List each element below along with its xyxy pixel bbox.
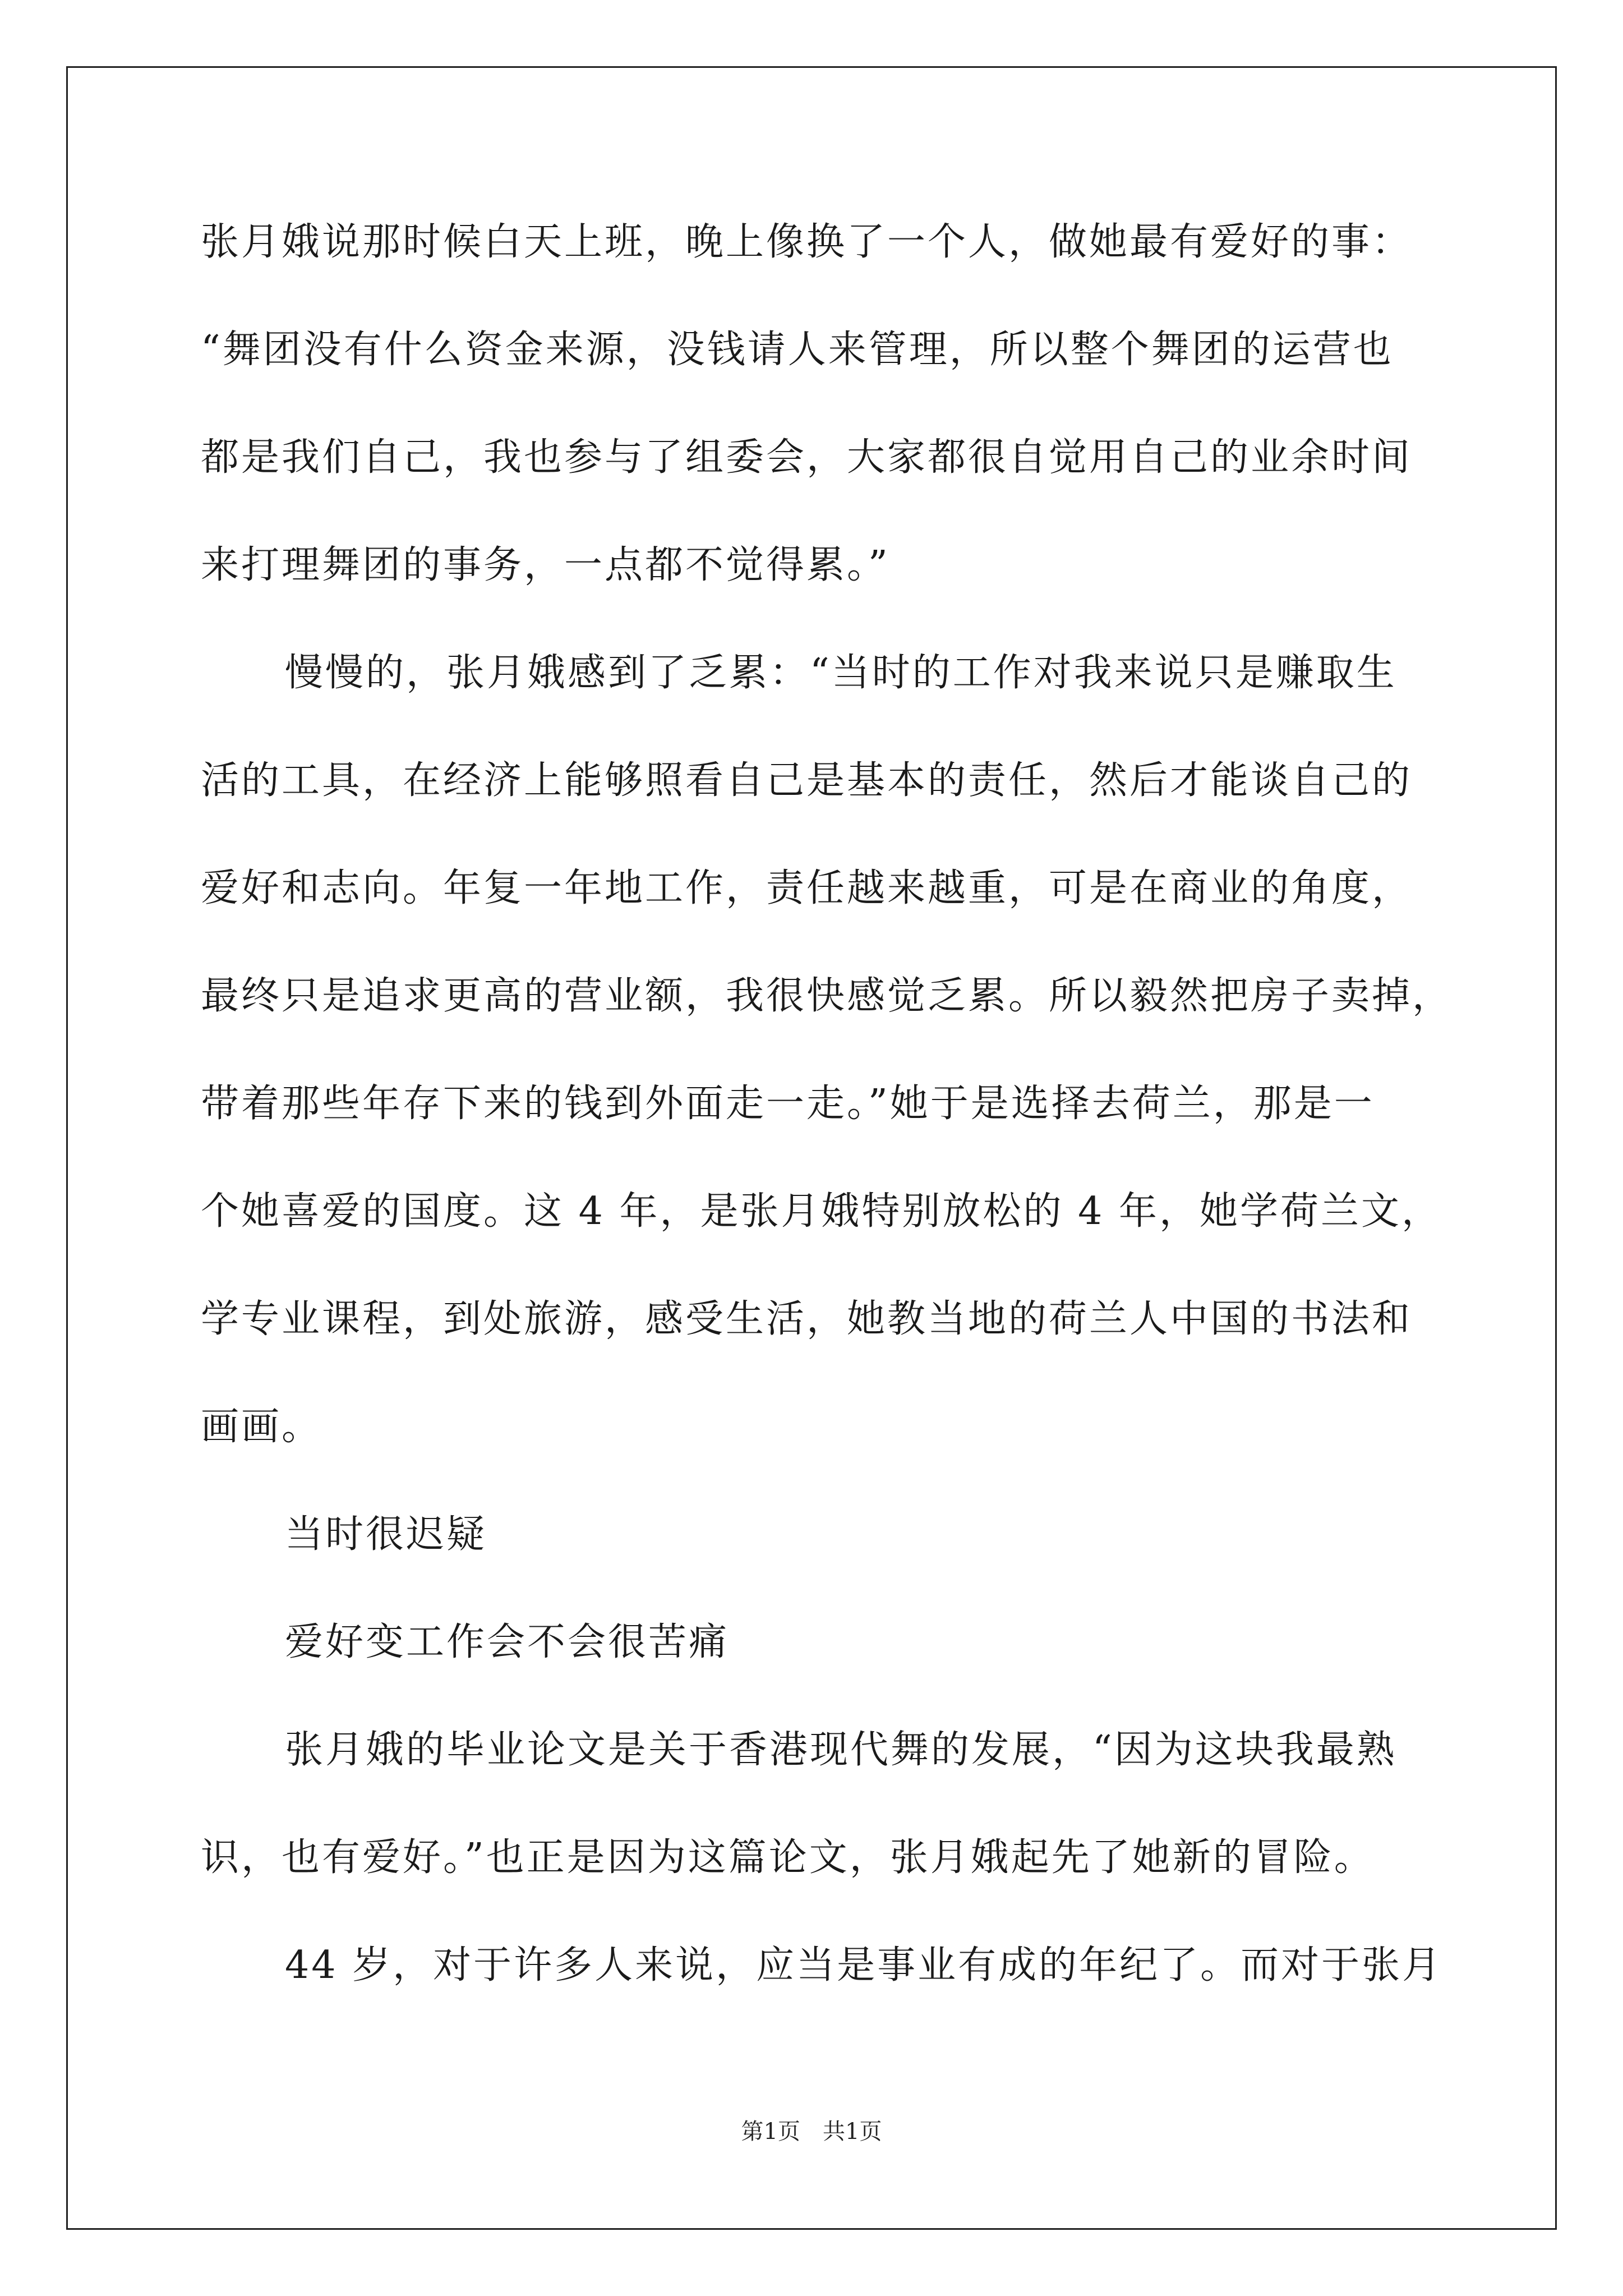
text-line: 都是我们自己，我也参与了组委会，大家都很自觉用自己的业余时间 bbox=[201, 435, 1413, 480]
section-subheading: 爱好变工作会不会很苦痛 bbox=[285, 1620, 730, 1664]
text-line: 44 岁，对于许多人来说，应当是事业有成的年纪了。而对于张月 bbox=[285, 1943, 1443, 1987]
page-footer bbox=[0, 2116, 1623, 2147]
text-line: “舞团没有什么资金来源，没钱请人来管理，所以整个舞团的运营也 bbox=[201, 328, 1394, 372]
text-line: 最终只是追求更高的营业额，我很快感觉乏累。所以毅然把房子卖掉， bbox=[201, 974, 1453, 1018]
text-line: 学专业课程，到处旅游，感受生活，她教当地的荷兰人中国的书法和 bbox=[201, 1297, 1413, 1341]
text-line: 爱好和志向。年复一年地工作，责任越来越重，可是在商业的角度， bbox=[201, 866, 1413, 910]
text-line: 慢慢的，张月娥感到了乏累：“当时的工作对我来说只是赚取生 bbox=[285, 651, 1397, 695]
document-body bbox=[201, 215, 1453, 2046]
text-line: 活的工具，在经济上能够照看自己是基本的责任，然后才能谈自己的 bbox=[201, 758, 1413, 803]
page-total: 共1页 bbox=[823, 2119, 882, 2145]
text-line: 来打理舞团的事务，一点都不觉得累。” bbox=[201, 543, 890, 587]
text-line: 画画。 bbox=[201, 1405, 322, 1449]
section-heading: 当时很迟疑 bbox=[285, 1512, 487, 1557]
text-line: 带着那些年存下来的钱到外面走一走。”她于是选择去荷兰，那是一 bbox=[201, 1082, 1375, 1126]
text-line: 张月娥的毕业论文是关于香港现代舞的发展，“因为这块我最熟 bbox=[285, 1728, 1397, 1772]
page-number: 第1页 bbox=[741, 2119, 800, 2145]
text-line: 识，也有爱好。”也正是因为这篇论文，张月娥起先了她新的冒险。 bbox=[201, 1835, 1375, 1880]
text-line: 个她喜爱的国度。这 4 年，是张月娥特别放松的 4 年，她学荷兰文， bbox=[201, 1189, 1442, 1234]
text-line: 张月娥说那时候白天上班，晚上像换了一个人，做她最有爱好的事： bbox=[201, 220, 1413, 264]
